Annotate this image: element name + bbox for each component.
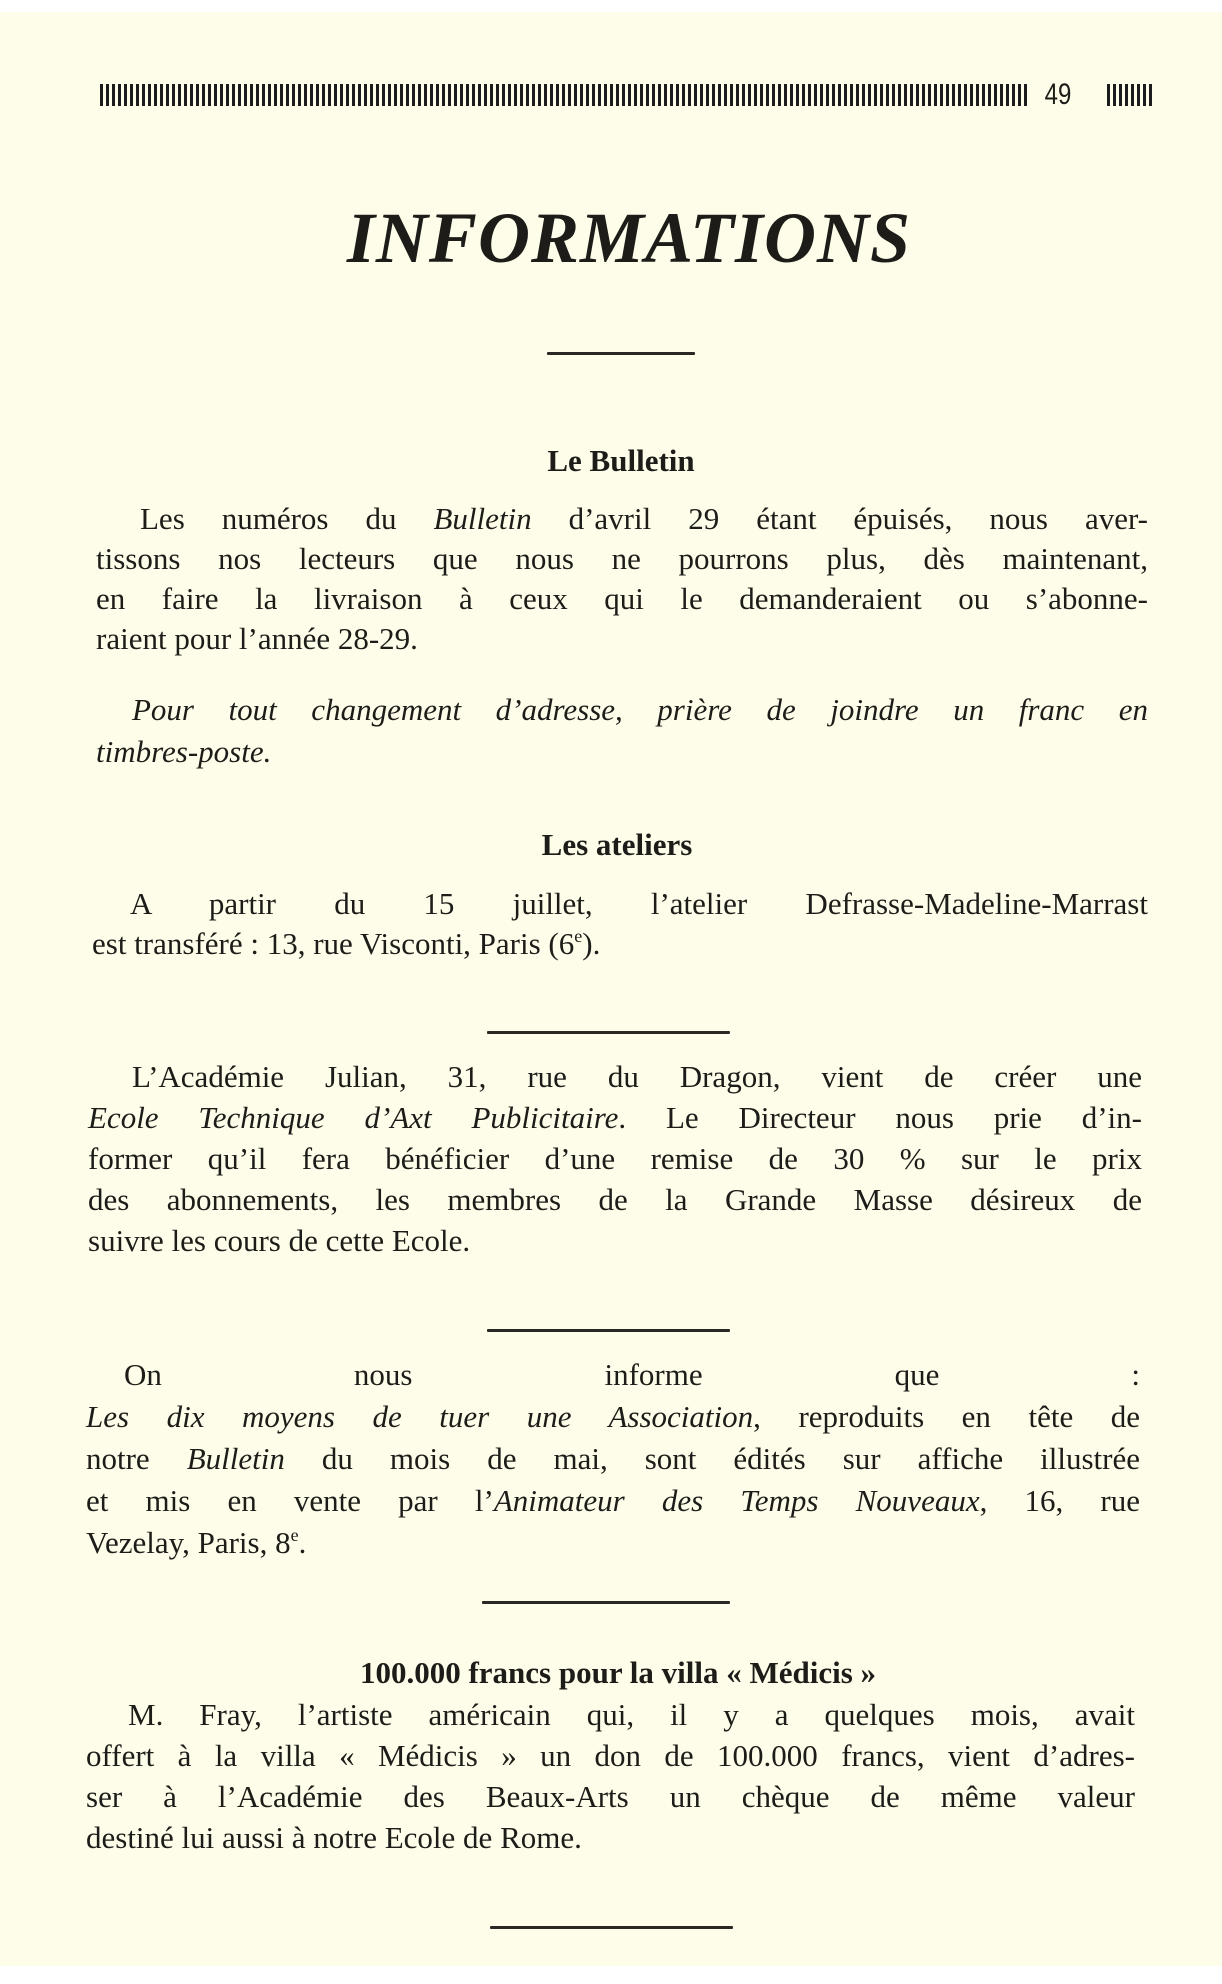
section-heading-bulletin: Le Bulletin bbox=[547, 443, 695, 478]
text-line bbox=[130, 884, 1148, 924]
text-segment: L’Académie Julian, 31, rue du Dragon, vient de créer une bbox=[132, 1059, 1142, 1094]
text-line bbox=[86, 1439, 1140, 1479]
italic-text: Pour tout changement d’adresse, prière de joindre un franc en bbox=[132, 692, 1148, 727]
text-segment: d’avril 29 étant épuisés, nous aver- bbox=[531, 501, 1148, 536]
text-segment: , 16, rue bbox=[979, 1483, 1140, 1518]
text-segment: tissons nos lecteurs que nous ne pourrons plus, dès maintenant, bbox=[96, 541, 1148, 576]
text-line bbox=[86, 1818, 1135, 1858]
divider bbox=[490, 1926, 733, 1929]
section-heading-medicis: 100.000 francs pour la villa « Médicis » bbox=[359, 1655, 877, 1690]
italic-text: Ecole Technique d’Axt Publicitaire bbox=[88, 1100, 619, 1135]
text-line bbox=[88, 1098, 1142, 1138]
text-line bbox=[96, 539, 1148, 579]
italic-text: Bulletin bbox=[433, 501, 532, 536]
divider bbox=[482, 1601, 730, 1604]
text-segment: et mis en vente par l’ bbox=[86, 1483, 494, 1518]
text-line bbox=[132, 1057, 1142, 1097]
text-line bbox=[86, 1777, 1135, 1817]
text-segment: est transféré : 13, rue Visconti, Paris (6 bbox=[92, 926, 575, 961]
text-segment: raient pour l’année 28-29. bbox=[96, 621, 418, 656]
header-ornament-bar-left bbox=[100, 84, 1027, 106]
page-number: 49 bbox=[1044, 78, 1072, 111]
text-line bbox=[88, 1139, 1142, 1179]
text-line bbox=[128, 1695, 1135, 1735]
header-ornament-bar-right bbox=[1107, 84, 1155, 106]
superscript-text: e bbox=[574, 926, 583, 946]
text-line bbox=[132, 690, 1148, 730]
italic-text: Bulletin bbox=[186, 1441, 285, 1476]
text-line bbox=[124, 1355, 1140, 1395]
text-segment: ser à l’Académie des Beaux-Arts un chèque de même valeur bbox=[86, 1779, 1135, 1814]
text-line bbox=[88, 1221, 1142, 1261]
text-line bbox=[96, 732, 1148, 772]
text-segment: . Le Directeur nous prie d’in- bbox=[618, 1100, 1142, 1135]
text-segment: Vezelay, Paris, 8 bbox=[86, 1525, 291, 1560]
divider bbox=[487, 1329, 730, 1332]
divider bbox=[547, 352, 695, 355]
text-segment: A partir du 15 juillet, l’atelier Defrasse-Madeline-Marrast bbox=[130, 886, 1148, 921]
italic-text: Les dix moyens de tuer une Association bbox=[86, 1399, 754, 1434]
text-line bbox=[96, 579, 1148, 619]
page-title: INFORMATIONS bbox=[346, 198, 912, 278]
text-line bbox=[86, 1397, 1140, 1437]
text-line bbox=[86, 1481, 1140, 1521]
text-segment: du mois de mai, sont édités sur affiche illustrée bbox=[284, 1441, 1140, 1476]
section-heading-ateliers: Les ateliers bbox=[541, 827, 693, 862]
text-segment: Les numéros du bbox=[140, 501, 434, 536]
italic-text: Animateur des Temps Nouveaux bbox=[493, 1483, 980, 1518]
text-line bbox=[140, 499, 1148, 539]
text-line bbox=[86, 1523, 1140, 1563]
divider bbox=[487, 1031, 730, 1034]
text-line bbox=[96, 619, 1148, 659]
text-segment: former qu’il fera bénéficier d’une remise de 30 % sur le prix bbox=[88, 1141, 1142, 1176]
text-segment: On nous informe que : bbox=[124, 1357, 1140, 1392]
text-segment: notre bbox=[86, 1441, 187, 1476]
text-line bbox=[88, 1180, 1142, 1220]
text-segment: , reproduits en tête de bbox=[753, 1399, 1140, 1434]
text-segment: destiné lui aussi à notre Ecole de Rome. bbox=[86, 1820, 582, 1855]
text-segment: offert à la villa « Médicis » un don de 100.000 francs, vient d’adres- bbox=[86, 1738, 1135, 1773]
text-line bbox=[86, 1736, 1135, 1776]
text-segment: en faire la livraison à ceux qui le demanderaient ou s’abonne- bbox=[96, 581, 1148, 616]
text-segment: ). bbox=[582, 926, 601, 961]
text-segment: . bbox=[298, 1525, 307, 1560]
superscript-text: e bbox=[290, 1525, 299, 1545]
italic-text: timbres-poste. bbox=[96, 734, 272, 769]
text-segment: suivre les cours de cette Ecole. bbox=[88, 1223, 471, 1258]
text-segment: M. Fray, l’artiste américain qui, il y a quelques mois, avait bbox=[128, 1697, 1135, 1732]
text-line bbox=[92, 924, 1148, 964]
text-segment: des abonnements, les membres de la Grande Masse désireux de bbox=[88, 1182, 1142, 1217]
